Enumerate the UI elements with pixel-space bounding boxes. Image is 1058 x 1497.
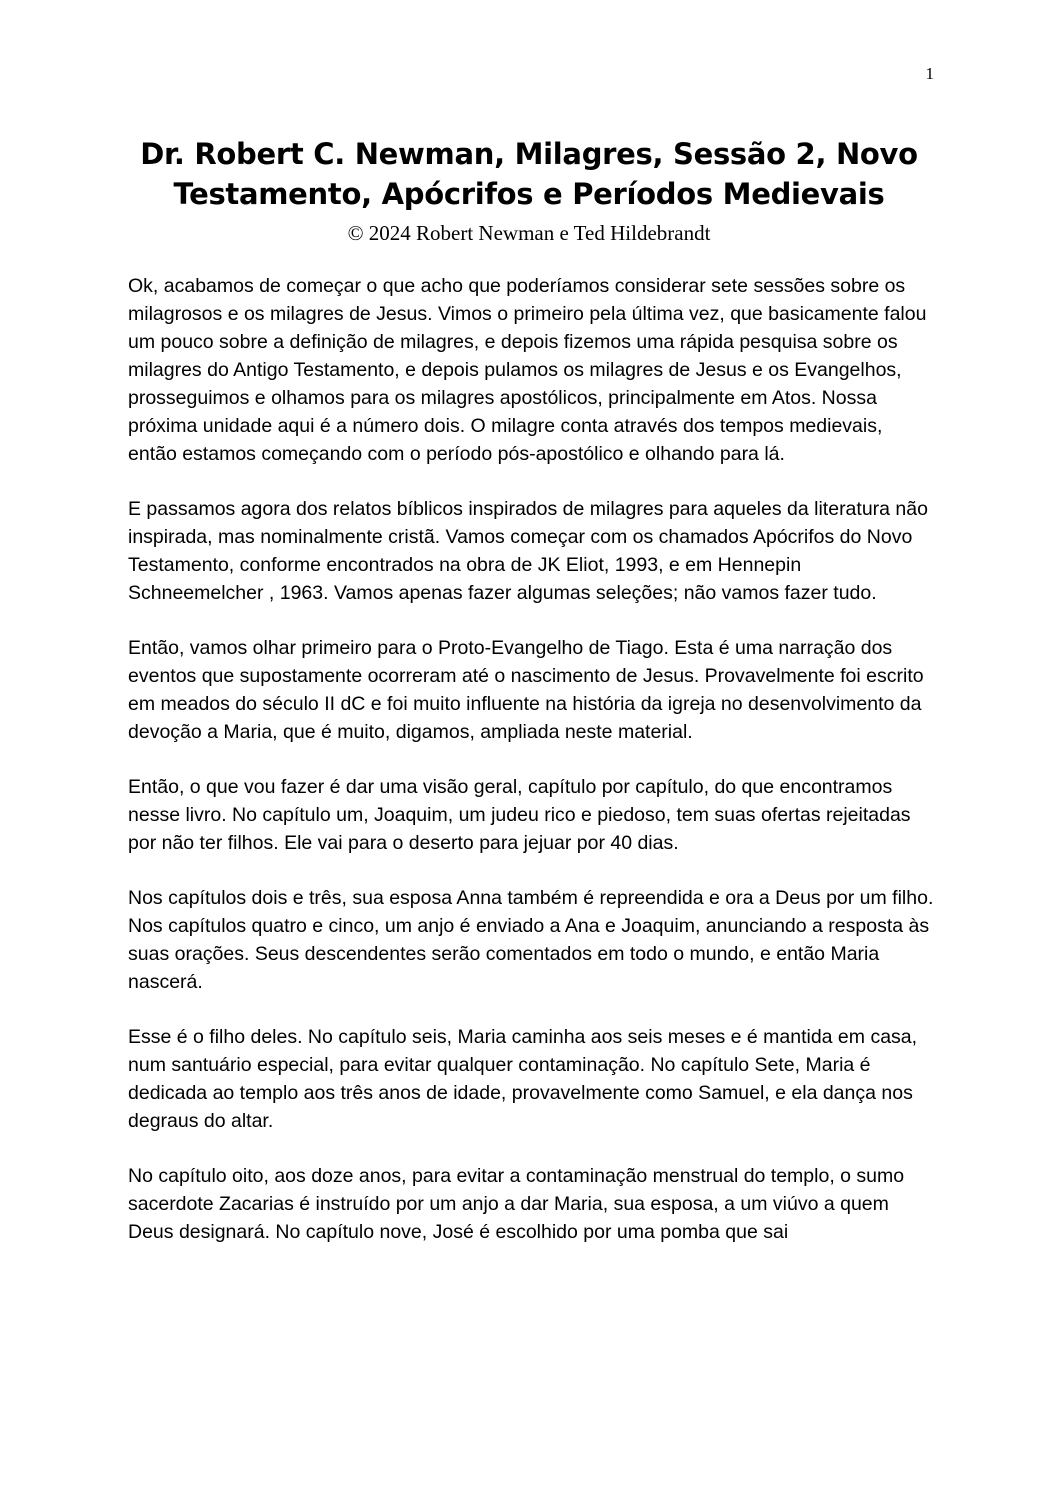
paragraph-2: E passamos agora dos relatos bíblicos inspirados de milagres para aqueles da literatura não inspirada, mas nominalmente cristã. Vamos começar com os chamados Apócrifos do Novo Testamento, conforme encontrados na obra de JK Eliot, 1993, e em Hennepin Schneemelcher , 1963. Vamos apenas fazer algumas seleções; não vamos fazer tudo. <box>128 498 928 604</box>
title-line-1: Dr. Robert C. Newman, Milagres, Sessão 2, Novo <box>140 137 918 171</box>
paragraph-5: Nos capítulos dois e três, sua esposa Anna também é repreendida e ora a Deus por um filho. Nos capítulos quatro e cinco, um anjo é enviado a Ana e Joaquim, anunciando a resposta às suas orações. Seus descendentes serão comentados em todo o mundo, e então Maria nascerá. <box>128 887 934 993</box>
page-number: 1 <box>925 64 934 83</box>
document-title <box>100 134 958 214</box>
paragraph-4: Então, o que vou fazer é dar uma visão geral, capítulo por capítulo, do que encontramos nesse livro. No capítulo um, Joaquim, um judeu rico e piedoso, tem suas ofertas rejeitadas por não ter filhos. Ele vai para o deserto para jejuar por 40 dias. <box>128 776 911 854</box>
paragraph-7: No capítulo oito, aos doze anos, para evitar a contaminação menstrual do templo, o sumo sacerdote Zacarias é instruído por um anjo a dar Maria, sua esposa, a um viúvo a quem Deus designará. No capítulo nove, José é escolhido por uma pomba que sai <box>128 1165 905 1243</box>
paragraph-3: Então, vamos olhar primeiro para o Proto-Evangelho de Tiago. Esta é uma narração dos eventos que supostamente ocorreram até o nascimento de Jesus. Provavelmente foi escrito em meados do século II dC e foi muito influente na história da igreja no desenvolvimento da devoção a Maria, que é muito, digamos, ampliada neste material. <box>128 637 924 743</box>
copyright-line: © 2024 Robert Newman e Ted Hildebrandt <box>347 221 711 245</box>
paragraph-6: Esse é o filho deles. No capítulo seis, Maria caminha aos seis meses e é mantida em casa, num santuário especial, para evitar qualquer contaminação. No capítulo Sete, Maria é dedicada ao templo aos três anos de idade, provavelmente como Samuel, e ela dança nos degraus do altar. <box>128 1026 918 1132</box>
body-text <box>128 272 934 1273</box>
paragraph-1: Ok, acabamos de começar o que acho que poderíamos considerar sete sessões sobre os milagrosos e os milagres de Jesus. Vimos o primeiro pela última vez, que basicamente falou um pouco sobre a definição de milagres, e depois fizemos uma rápida pesquisa sobre os milagres do Antigo Testamento, e depois pulamos os milagres de Jesus e os Evangelhos, prosseguimos e olhamos para os milagres apostólicos, principalmente em Atos. Nossa próxima unidade aqui é a número dois. O milagre conta através dos tempos medievais, então estamos começando com o período pós-apostólico e olhando para lá. <box>128 275 927 465</box>
title-line-2: Testamento, Apócrifos e Períodos Medievais <box>173 177 885 211</box>
